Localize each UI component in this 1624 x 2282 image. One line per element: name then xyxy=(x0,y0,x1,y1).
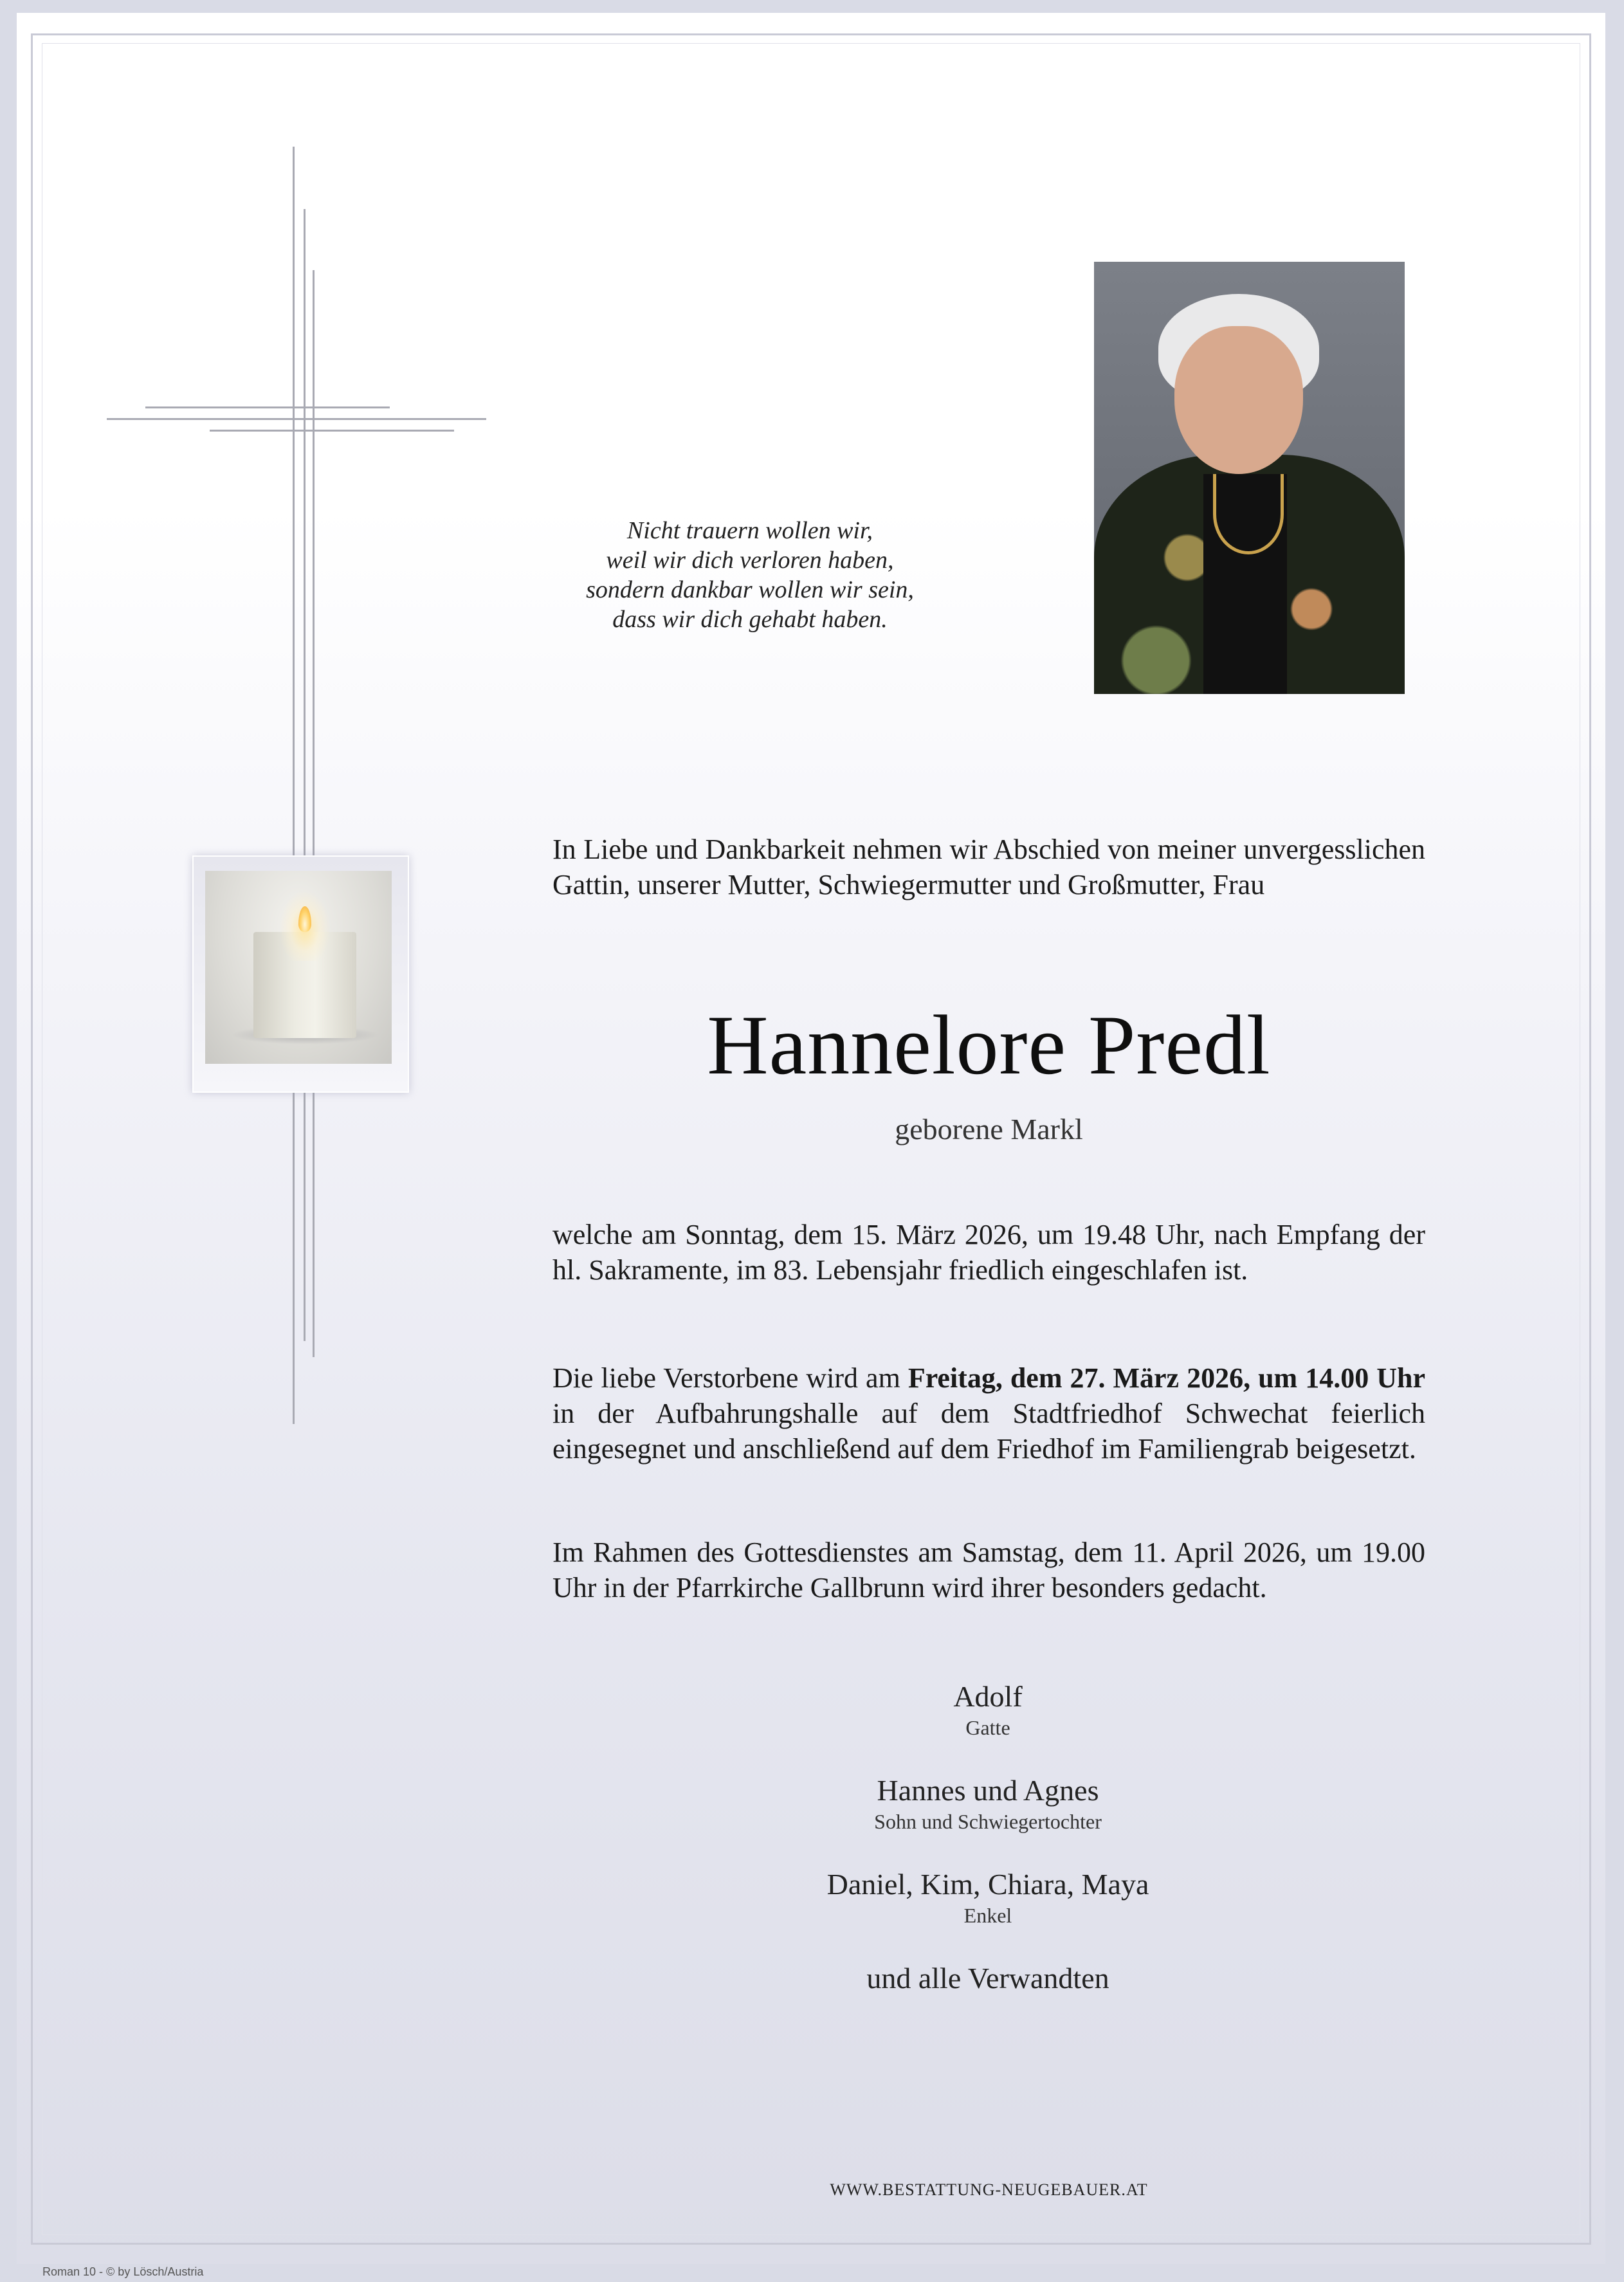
funeral-paragraph xyxy=(552,1360,1425,1466)
intro-paragraph: In Liebe und Dankbarkeit nehmen wir Abschied von meiner unvergesslichen Gattin, unserer Mutter, Schwiegermutter und Großmutter, Frau xyxy=(552,834,1425,900)
mourners-list xyxy=(724,1679,1252,1996)
mourner-name: Hannes und Agnes xyxy=(877,1774,1099,1807)
candle-photo xyxy=(205,871,392,1064)
mourner-name: Adolf xyxy=(953,1680,1023,1713)
candle-image xyxy=(192,855,409,1093)
website-link[interactable]: WWW.BESTATTUNG-NEUGEBAUER.AT xyxy=(830,2180,1148,2199)
mourner-name: Daniel, Kim, Chiara, Maya xyxy=(826,1868,1149,1901)
cross-vertical-line xyxy=(304,209,306,1341)
obituary-sheet xyxy=(17,13,1605,2264)
death-paragraph: welche am Sonntag, dem 15. März 2026, um 19.48 Uhr, nach Empfang der hl. Sakramente, im 83. Lebensjahr friedlich eingeschlafen ist. xyxy=(552,1219,1425,1286)
mourner-relation: Enkel xyxy=(963,1904,1012,1927)
mourner-relation: Gatte xyxy=(965,1716,1010,1739)
mourner-group xyxy=(724,1773,1252,1834)
maiden-name: geborene Markl xyxy=(895,1113,1083,1146)
portrait-photo xyxy=(1094,262,1405,694)
cross-horizontal-line xyxy=(210,430,454,432)
memorial-quote xyxy=(506,516,994,634)
quote-line: Nicht trauern wollen wir, xyxy=(626,517,873,544)
cross-horizontal-line xyxy=(145,406,390,408)
deceased-name: Hannelore Predl xyxy=(707,998,1271,1092)
mourner-group xyxy=(724,1679,1252,1740)
cross-vertical-line xyxy=(313,270,315,1357)
portrait-necklace xyxy=(1213,474,1284,554)
mourner-group xyxy=(724,1867,1252,1928)
closing-line: und alle Verwandten xyxy=(866,1962,1109,1994)
quote-line: dass wir dich gehabt haben. xyxy=(612,606,888,633)
cross-horizontal-line xyxy=(107,418,486,420)
funeral-prefix: Die liebe Verstorbene wird am xyxy=(552,1362,908,1394)
cross-vertical-line xyxy=(293,147,295,1424)
mass-paragraph: Im Rahmen des Gottesdienstes am Samstag, dem 11. April 2026, um 19.00 Uhr in der Pfarrkirche Gallbrunn wird ihrer besonders gedacht. xyxy=(552,1537,1425,1603)
template-credit: Roman 10 - © by Lösch/Austria xyxy=(42,2265,204,2278)
quote-line: weil wir dich verloren haben, xyxy=(606,547,894,574)
funeral-suffix: in der Aufbahrungshalle auf dem Stadtfriedhof Schwechat feierlich eingesegnet und anschließend auf dem Friedhof im Familiengrab beigesetzt. xyxy=(552,1398,1425,1465)
mourner-relation: Sohn und Schwiegertochter xyxy=(874,1810,1102,1833)
funeral-date-time: Freitag, dem 27. März 2026, um 14.00 Uhr xyxy=(908,1362,1425,1394)
quote-line: sondern dankbar wollen wir sein, xyxy=(586,576,914,603)
portrait-face xyxy=(1174,326,1303,474)
